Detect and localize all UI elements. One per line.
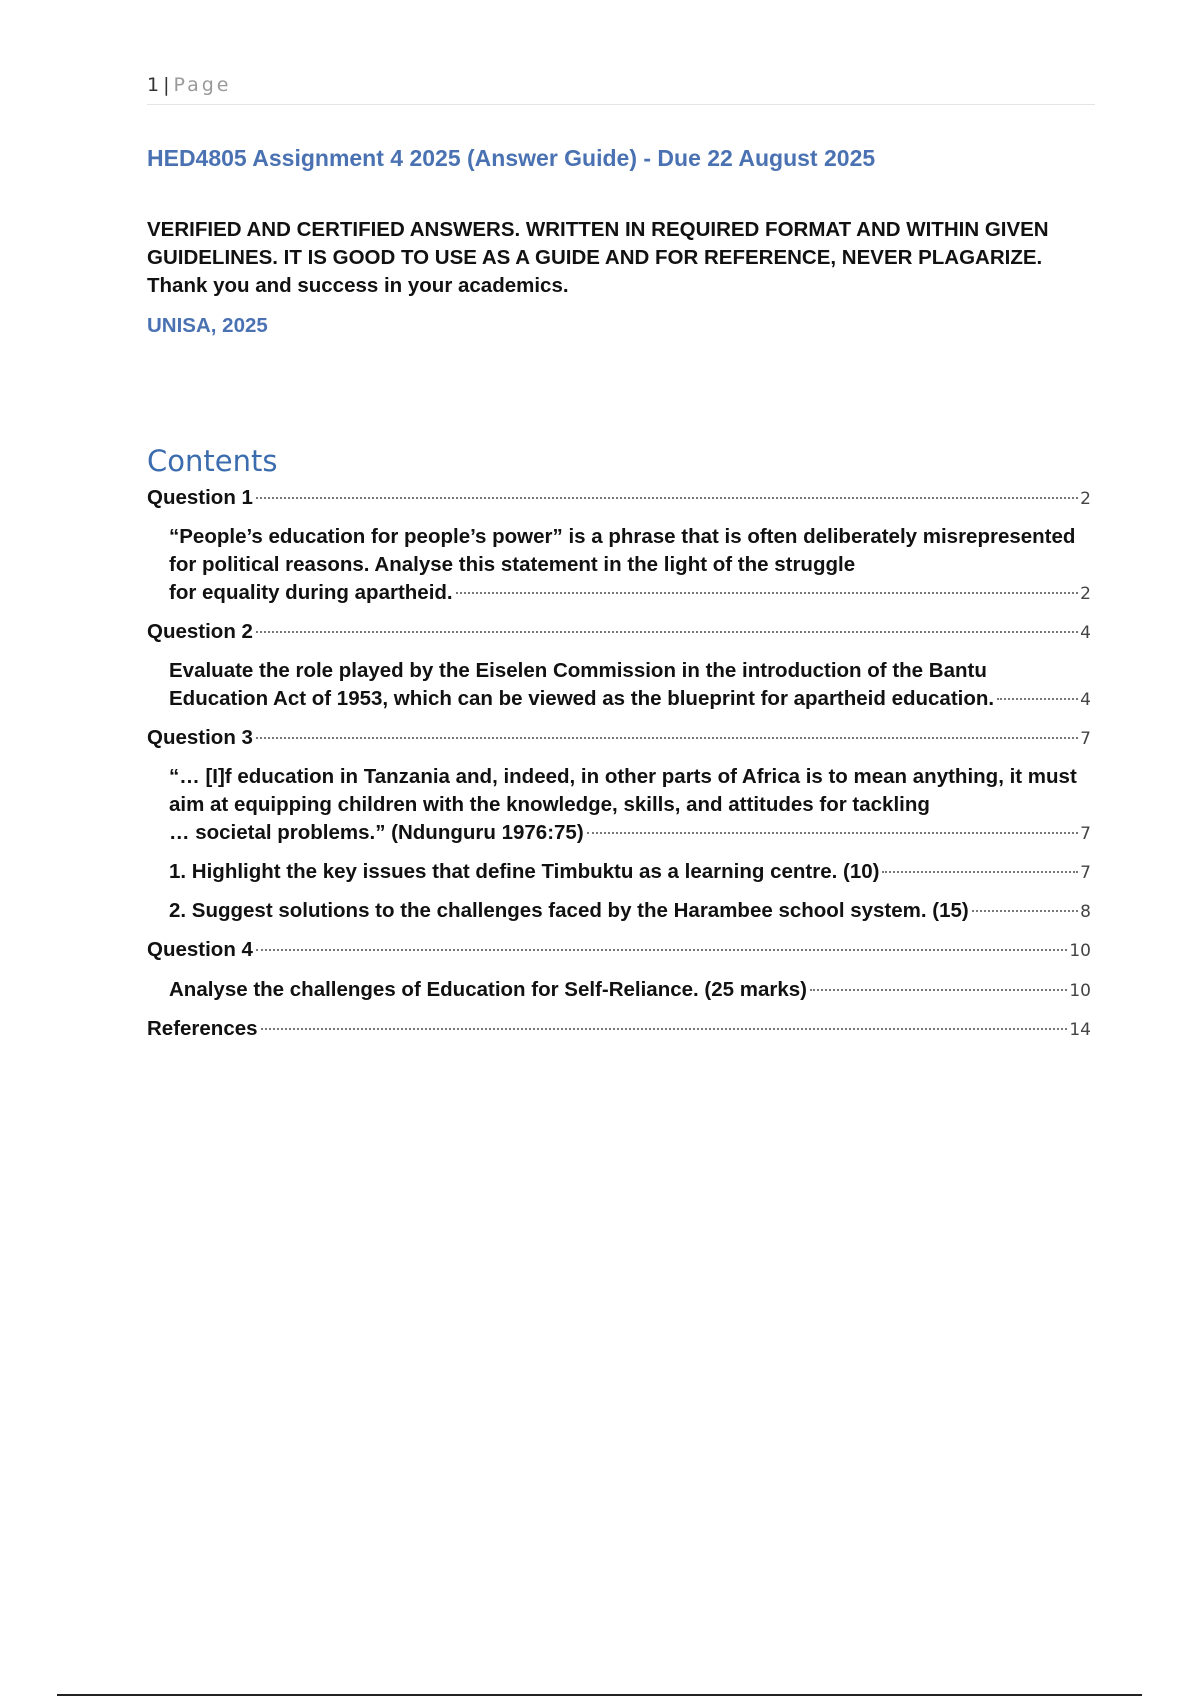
toc-entry-text-lead: Evaluate the role played by the Eiselen Commission in the introduction of the Bantu — [169, 659, 987, 682]
footer-rule — [57, 1694, 1142, 1696]
toc-page-number: 4 — [1080, 623, 1091, 643]
toc-leader — [972, 910, 1078, 912]
toc-entry-text: Analyse the challenges of Education for Self-Reliance. (25 marks) — [169, 978, 807, 1001]
toc-heading: Contents — [147, 444, 278, 478]
toc-entry-question-3-part-1[interactable] — [169, 858, 1091, 887]
toc-entry-text: … societal problems.” (Ndunguru 1976:75) — [169, 821, 584, 844]
toc-page-number: 2 — [1080, 584, 1091, 604]
toc-entry-text-lead: “… [I]f education in Tanzania and, indeed, in other parts of Africa is to mean anything, it must aim at equipping children with the knowledge, skills, and attitudes for tackling — [169, 765, 1077, 816]
toc-page-number: 4 — [1080, 690, 1091, 710]
toc-leader — [256, 949, 1067, 951]
toc-entry-text: Question 3 — [147, 726, 253, 749]
intro-paragraph: VERIFIED AND CERTIFIED ANSWERS. WRITTEN IN REQUIRED FORMAT AND WITHIN GIVEN GUIDELINES. IT IS GOOD TO USE AS A GUIDE AND FOR REFERENCE, NEVER PLAGARIZE. Thank you and success in your academics. — [147, 218, 1049, 297]
toc-leader — [587, 832, 1079, 834]
toc-page-number: 8 — [1080, 902, 1091, 922]
toc-entry-question-2[interactable] — [147, 618, 1091, 647]
toc-leader — [256, 631, 1078, 633]
toc-page-number: 10 — [1069, 941, 1091, 961]
toc-leader — [256, 497, 1078, 499]
toc-entry-question-3-quote[interactable] — [169, 763, 1091, 848]
document-title: HED4805 Assignment 4 2025 (Answer Guide) - Due 22 August 2025 — [147, 145, 876, 171]
toc-entry-question-3[interactable] — [147, 724, 1091, 753]
toc-entry-question-1-prompt[interactable] — [169, 523, 1091, 608]
toc-entry-text: Education Act of 1953, which can be viewed as the blueprint for apartheid education. — [169, 687, 995, 710]
page-label: Page — [173, 74, 232, 96]
toc-entry-text: 1. Highlight the key issues that define Timbuktu as a learning centre. (10) — [169, 860, 880, 883]
toc-entry-text: for equality during apartheid. — [169, 581, 453, 604]
toc-leader — [810, 989, 1067, 991]
toc-entry-question-2-prompt[interactable] — [169, 657, 1091, 714]
page-number: 1 — [147, 74, 160, 96]
organization-year: UNISA, 2025 — [147, 314, 268, 337]
toc-entry-question-4[interactable] — [147, 936, 1091, 965]
toc-entry-text: Question 4 — [147, 938, 253, 961]
toc-entry-question-4-prompt[interactable] — [169, 976, 1091, 1005]
toc-page-number: 7 — [1080, 863, 1091, 883]
toc-page-number: 14 — [1069, 1020, 1091, 1040]
toc-entry-text: References — [147, 1017, 258, 1040]
toc-entry-question-1[interactable] — [147, 484, 1091, 513]
toc-entry-text: Question 1 — [147, 486, 253, 509]
toc-leader — [882, 871, 1078, 873]
toc-entry-text: Question 2 — [147, 620, 253, 643]
toc-entry-text: 2. Suggest solutions to the challenges faced by the Harambee school system. (15) — [169, 899, 969, 922]
toc-entry-references[interactable] — [147, 1015, 1091, 1044]
toc-entry-text-lead: “People’s education for people’s power” is a phrase that is often deliberately misrepresented for political reasons. Analyse this statement in the light of the struggle — [169, 525, 1076, 576]
toc-page-number: 10 — [1069, 981, 1091, 1001]
toc-entry-question-3-part-2[interactable] — [169, 897, 1091, 926]
page-separator: | — [163, 74, 170, 96]
toc-page-number: 7 — [1080, 729, 1091, 749]
toc-leader — [997, 698, 1078, 700]
toc-leader — [261, 1028, 1068, 1030]
toc-leader — [256, 737, 1078, 739]
toc-page-number: 2 — [1080, 489, 1091, 509]
toc-page-number: 7 — [1080, 824, 1091, 844]
page-header — [147, 74, 1095, 105]
toc-leader — [456, 592, 1079, 594]
